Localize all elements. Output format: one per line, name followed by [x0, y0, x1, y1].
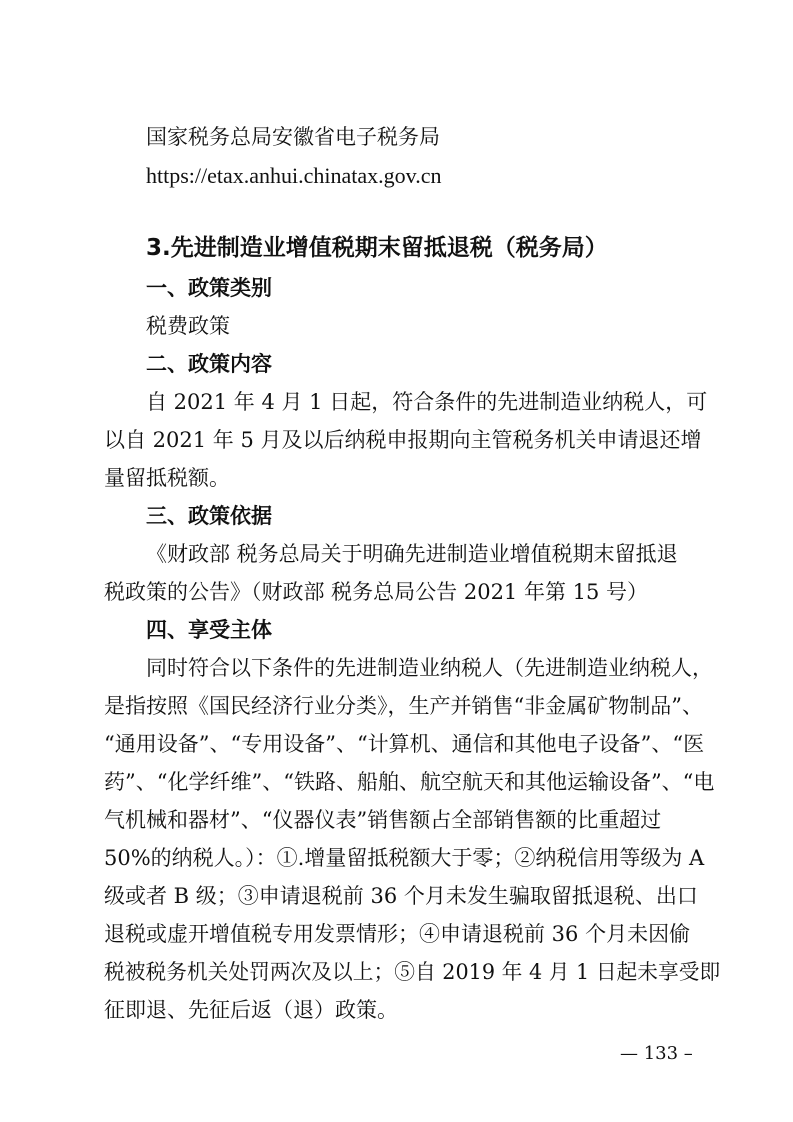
paragraph-line: 《财政部 税务总局关于明确先进制造业增值税期末留抵退	[146, 542, 678, 566]
section-heading: 四、享受主体	[146, 618, 272, 642]
section-heading: 二、政策内容	[146, 352, 272, 376]
header-org: 国家税务总局安徽省电子税务局	[146, 125, 440, 149]
paragraph-line: “通用设备”、“专用设备”、“计算机、通信和其他电子设备”、“医	[104, 732, 705, 756]
paragraph-line: 量留抵税额。	[104, 466, 230, 490]
paragraph-line: 同时符合以下条件的先进制造业纳税人（先进制造业纳税人，	[146, 656, 713, 680]
section-heading: 一、政策类别	[146, 276, 272, 300]
paragraph-line: 是指按照《国民经济行业分类》，生产并销售“非金属矿物制品”、	[104, 694, 703, 718]
policy-title: 3.先进制造业增值税期末留抵退税（税务局）	[146, 235, 608, 261]
paragraph-line: 级或者 B 级；③申请退税前 36 个月未发生骗取留抵退税、出口	[104, 884, 698, 908]
paragraph-line: 自 2021 年 4 月 1 日起，符合条件的先进制造业纳税人，可	[146, 390, 708, 414]
header-url: https://etax.anhui.chinatax.gov.cn	[146, 163, 442, 188]
paragraph-line: 税政策的公告》（财政部 税务总局公告 2021 年第 15 号）	[104, 580, 649, 604]
page-number: — 133 –	[620, 1043, 693, 1064]
paragraph-line: 以自 2021 年 5 月及以后纳税申报期向主管税务机关申请退还增	[104, 428, 702, 452]
paragraph-line: 气机械和器材”、“仪器仪表”销售额占全部销售额的比重超过	[104, 808, 662, 832]
section-heading: 三、政策依据	[146, 504, 272, 528]
paragraph-line: 征即退、先征后返（退）政策。	[104, 998, 398, 1022]
paragraph-line: 税费政策	[146, 314, 230, 338]
paragraph-line: 50%的纳税人。）：①.增量留抵税额大于零；②纳税信用等级为 A	[104, 846, 705, 870]
paragraph-line: 税被税务机关处罚两次及以上；⑤自 2019 年 4 月 1 日起未享受即	[104, 960, 721, 984]
paragraph-line: 退税或虚开增值税专用发票情形；④申请退税前 36 个月未因偷	[104, 922, 691, 946]
paragraph-line: 药”、“化学纤维”、“铁路、船舶、航空航天和其他运输设备”、“电	[104, 770, 715, 794]
